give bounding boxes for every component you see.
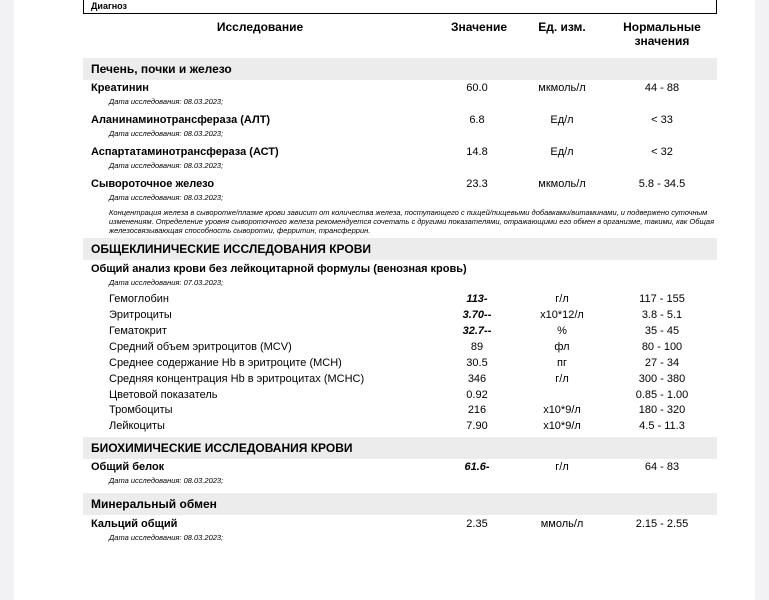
- cbc-ref: 4.5 - 11.3: [639, 420, 685, 432]
- protein-name: Общий белок: [91, 461, 165, 473]
- cbc-value: 113-: [466, 293, 488, 305]
- calcium-date: Дата исследования: 08.03.2023;: [109, 533, 224, 542]
- cbc-ref: 80 - 100: [641, 341, 683, 353]
- test-ref: < 32: [651, 146, 673, 158]
- protein-date: Дата исследования: 08.03.2023;: [109, 476, 224, 485]
- calcium-ref: 2.15 - 2.55: [635, 518, 689, 530]
- cbc-name: Гематокрит: [109, 325, 167, 337]
- test-date: Дата исследования: 08.03.2023;: [109, 129, 224, 138]
- cbc-ref: 117 - 155: [639, 293, 685, 305]
- cbc-ref: 35 - 45: [644, 325, 680, 337]
- cbc-value: 89: [470, 341, 484, 353]
- cbc-name: Тромбоциты: [109, 404, 173, 416]
- test-value: 6.8: [469, 114, 485, 126]
- cbc-value: 3.70--: [462, 309, 492, 321]
- test-date: Дата исследования: 08.03.2023;: [109, 161, 224, 170]
- cbc-name: Цветовой показатель: [109, 389, 218, 401]
- iron-note: Концентрация железа в сыворотке/плазме крови зависит от количества железа, поступающего с пищей/пищевыми добавками/витаминами, и подвержено суточным изменениям. Определение уровня сывороточного железа рекомендуется сочетать с другими показателями, отражающими его обмен в организме, такими, как Общая железосвязывающая способность сыворотки, ферритин, трансферрин.: [109, 208, 715, 235]
- cbc-date: Дата исследования: 07.03.2023;: [109, 278, 224, 287]
- cbc-name: Средний объем эритроцитов (MCV): [109, 341, 292, 353]
- protein-value: 61.6-: [464, 461, 490, 473]
- test-name: Аланинаминотрансфераза (АЛТ): [91, 114, 271, 126]
- test-value: 14.8: [466, 146, 488, 158]
- test-date: Дата исследования: 08.03.2023;: [109, 97, 224, 106]
- section-mineral: Минеральный обмен: [83, 493, 717, 515]
- test-unit: мкмоль/л: [538, 178, 586, 190]
- test-unit: Ед/л: [550, 146, 574, 158]
- diagnosis-label: Диагноз: [83, 0, 717, 14]
- cbc-name: Среднее содержание Hb в эритроците (MCH): [109, 357, 342, 369]
- test-value: 60.0: [466, 82, 488, 94]
- test-name: Сывороточное железо: [91, 178, 215, 190]
- section-clinical: ОБЩЕКЛИНИЧЕСКИЕ ИССЛЕДОВАНИЯ КРОВИ: [83, 238, 717, 260]
- cbc-value: 216: [467, 404, 487, 416]
- test-ref: 44 - 88: [644, 82, 680, 94]
- cbc-value: 0.92: [466, 389, 488, 401]
- header-norm: [612, 20, 712, 48]
- cbc-name: Средняя концентрация Hb в эритроцитах (MCHC): [109, 373, 365, 385]
- test-ref: 5.8 - 34.5: [638, 178, 686, 190]
- cbc-unit: г/л: [555, 293, 569, 305]
- section-liver: Печень, почки и железо: [83, 58, 717, 80]
- cbc-unit: г/л: [555, 373, 569, 385]
- cbc-ref: 3.8 - 5.1: [641, 309, 683, 321]
- cbc-value: 32.7--: [462, 325, 492, 337]
- cbc-name: Эритроциты: [109, 309, 172, 321]
- header-unit: Ед. изм.: [538, 20, 586, 34]
- header-norm-line2: значения: [634, 34, 690, 48]
- test-name: Креатинин: [91, 82, 149, 94]
- cbc-unit: пг: [557, 357, 567, 369]
- test-unit: Ед/л: [550, 114, 574, 126]
- cbc-title: Общий анализ крови без лейкоцитарной формулы (венозная кровь): [91, 263, 467, 275]
- cbc-value: 30.5: [466, 357, 488, 369]
- cbc-unit: x10*9/л: [543, 420, 581, 432]
- test-date: Дата исследования: 08.03.2023;: [109, 193, 224, 202]
- header-norm-line1: Нормальные: [623, 20, 701, 34]
- header-value: Значение: [450, 20, 508, 34]
- test-ref: < 33: [651, 114, 673, 126]
- protein-ref: 64 - 83: [644, 461, 680, 473]
- header-test: Исследование: [216, 20, 304, 34]
- cbc-unit: %: [557, 325, 567, 337]
- cbc-ref: 180 - 320: [638, 404, 686, 416]
- calcium-name: Кальций общий: [91, 518, 178, 530]
- cbc-ref: 27 - 34: [644, 357, 680, 369]
- cbc-value: 7.90: [466, 420, 488, 432]
- cbc-value: 346: [467, 373, 487, 385]
- test-name: Аспартатаминотрансфераза (АСТ): [91, 146, 279, 158]
- cbc-unit: фл: [554, 341, 570, 353]
- protein-unit: г/л: [555, 461, 569, 473]
- cbc-name: Лейкоциты: [109, 420, 165, 432]
- cbc-unit: x10*9/л: [543, 404, 581, 416]
- cbc-ref: 0.85 - 1.00: [635, 389, 689, 401]
- cbc-ref: 300 - 380: [638, 373, 686, 385]
- cbc-unit: x10*12/л: [540, 309, 584, 321]
- test-value: 23.3: [466, 178, 488, 190]
- section-biochem: БИОХИМИЧЕСКИЕ ИССЛЕДОВАНИЯ КРОВИ: [83, 437, 717, 459]
- test-unit: мкмоль/л: [538, 82, 586, 94]
- cbc-name: Гемоглобин: [109, 293, 169, 305]
- calcium-unit: ммоль/л: [540, 518, 584, 530]
- calcium-value: 2.35: [466, 518, 488, 530]
